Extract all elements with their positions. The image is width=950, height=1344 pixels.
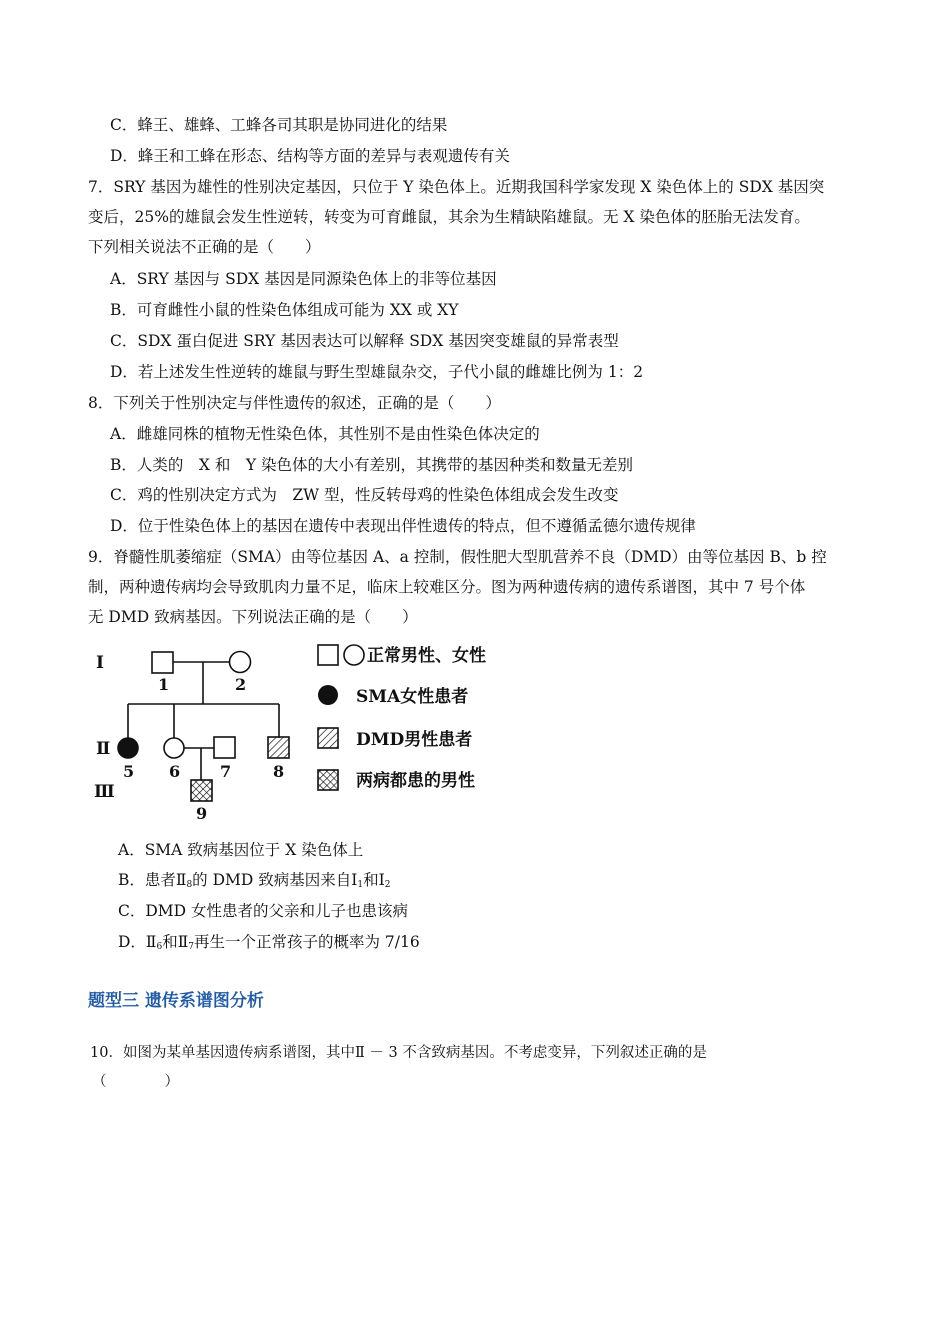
- legend-both-text: 两病都患的男性: [356, 771, 475, 791]
- q8-option-a: A．雌雄同株的植物无性染色体，其性别不是由性染色体决定的: [110, 425, 540, 443]
- legend-dmd-text: DMD男性患者: [356, 730, 473, 750]
- q7-option-c: C．SDX 蛋白促进 SRY 基因表达可以解释 SDX 基因突变雄鼠的异常表型: [110, 332, 619, 350]
- q6-option-c: C．蜂王、雄蜂、工蜂各司其职是协同进化的结果: [110, 116, 448, 134]
- label-8: 8: [273, 762, 285, 781]
- q7-stem-line2: 变后，25%的雄鼠会发生性逆转，转变为可育雌鼠，其余为生精缺陷雄鼠。无 X 染色体的胚胎无法发育。: [88, 208, 810, 226]
- label-9: 9: [196, 804, 208, 823]
- q10-stem-line1: 10．如图为某单基因遗传病系谱图，其中Ⅱ － 3 不含致病基因。不考虑变异，下列叙述正确的是: [90, 1045, 707, 1061]
- label-6: 6: [169, 762, 181, 781]
- q9-option-d: D．$Ⅱ_6$和$Ⅱ_7$再生一个正常孩子的概率为 7/16: [118, 933, 420, 952]
- q7-stem-line1: 7．SRY 基因为雄性的性别决定基因，只位于 Y 染色体上。近期我国科学家发现 X 染色体上的 SDX 基因突: [88, 178, 825, 196]
- pedigree-diagram: [90, 640, 510, 825]
- q7-option-b: B．可育雌性小鼠的性染色体组成可能为 XX 或 XY: [110, 301, 459, 319]
- individual-8-dmd-male: [268, 737, 289, 758]
- q8-option-b: B．人类的 X 和 Y 染色体的大小有差别，其携带的基因种类和数量无差别: [110, 456, 634, 474]
- legend-normal-female-circle: [344, 645, 364, 665]
- legend-sma-circle: [318, 685, 338, 705]
- q9-option-b: B．患者$Ⅱ_8$的 DMD 致病基因来自$Ⅰ_1$和$Ⅰ_2$: [118, 871, 391, 890]
- q8-option-d: D．位于性染色体上的基因在遗传中表现出伴性遗传的特点，但不遵循孟德尔遗传规律: [110, 517, 696, 535]
- q8-option-c: C．鸡的性别决定方式为 ZW 型，性反转母鸡的性染色体组成会发生改变: [110, 486, 619, 504]
- individual-7-normal-male: [214, 737, 235, 758]
- legend-sma-text: SMA女性患者: [356, 687, 469, 707]
- individual-1-normal-male: [152, 652, 173, 673]
- individual-9-both-diseases-male: [191, 780, 212, 801]
- gen-label-2: Ⅱ: [96, 739, 111, 759]
- q9-stem-line3: 无 DMD 致病基因。下列说法正确的是（ ）: [88, 608, 418, 626]
- legend-normal-male-square: [318, 645, 338, 665]
- section-heading: 题型三 遗传系谱图分析: [88, 991, 264, 1011]
- label-5: 5: [123, 762, 135, 781]
- q10-stem-line2: （ ）: [92, 1074, 179, 1090]
- q9-stem-line2: 制，两种遗传病均会导致肌肉力量不足，临床上较难区分。图为两种遗传病的遗传系谱图，其中 7 号个体: [88, 578, 806, 596]
- legend-dmd-square: [318, 728, 338, 748]
- gen-label-1: Ⅰ: [96, 653, 104, 673]
- q9-stem-line1: 9．脊髓性肌萎缩症（SMA）由等位基因 A、a 控制，假性肥大型肌营养不良（DMD）由等位基因 B、b 控: [88, 548, 827, 566]
- q9-option-a: A．SMA 致病基因位于 X 染色体上: [118, 841, 364, 859]
- legend-normal-text: 正常男性、女性: [367, 646, 486, 666]
- individual-5-sma-female: [118, 738, 138, 758]
- q7-option-d: D．若上述发生性逆转的雄鼠与野生型雄鼠杂交，子代小鼠的雌雄比例为 1：2: [110, 363, 644, 381]
- label-7: 7: [220, 762, 232, 781]
- label-2: 2: [235, 675, 247, 694]
- q9-option-c: C．DMD 女性患者的父亲和儿子也患该病: [118, 902, 409, 920]
- q7-stem-line3: 下列相关说法不正确的是（ ）: [88, 238, 321, 256]
- q6-option-d: D．蜂王和工蜂在形态、结构等方面的差异与表观遗传有关: [110, 147, 510, 165]
- q8-stem: 8．下列关于性别决定与伴性遗传的叙述，正确的是（ ）: [88, 394, 501, 412]
- gen-label-3: Ⅲ: [94, 782, 115, 802]
- label-1: 1: [158, 675, 170, 694]
- q7-option-a: A．SRY 基因与 SDX 基因是同源染色体上的非等位基因: [110, 270, 497, 288]
- individual-2-normal-female: [230, 652, 251, 673]
- individual-6-normal-female: [164, 738, 184, 758]
- legend-both-square: [318, 770, 338, 790]
